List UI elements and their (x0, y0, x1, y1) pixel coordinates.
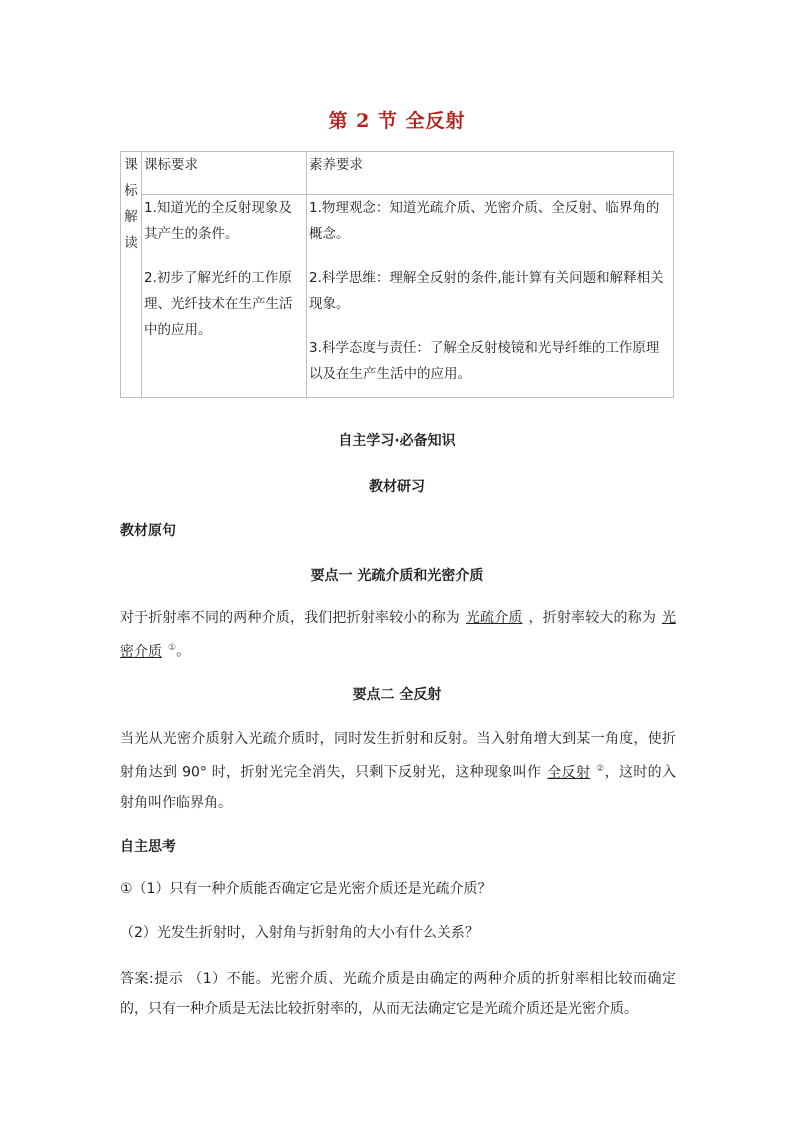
answer-text: 答案:提示 （1）不能。光密介质、光疏介质是由确定的两种介质的折射率相比较而确定的，只有一种介质是无法比较折射率的，从而无法确定它是光疏介质还是光密介质。 (120, 971, 677, 1017)
curriculum-item: 1.知道光的全反射现象及其产生的条件。 (144, 200, 292, 242)
answer-label: 答案: (120, 971, 154, 987)
term-underlined: 全反射 (547, 764, 591, 781)
question-2: （2）光发生折射时，入射角与折射角的大小有什么关系？ (120, 925, 479, 941)
curriculum-cell (142, 195, 307, 398)
curriculum-item: 2.初步了解光纤的工作原理、光纤技术在生产生活中的应用。 (144, 270, 293, 338)
side-char: 课 (124, 157, 138, 173)
question-1: ①（1）只有一种介质能否确定它是光密介质还是光疏介质？ (120, 881, 492, 897)
term-underlined: 光疏介质 (465, 610, 523, 626)
side-char: 读 (124, 235, 138, 251)
footnote-ref: ② (596, 764, 605, 774)
point1-heading: 要点一 光疏介质和光密介质 (310, 568, 484, 584)
term-underlined: 光密介质 (120, 610, 677, 660)
point2-heading: 要点二 全反射 (352, 687, 442, 703)
section-subheading: 教材研习 (369, 479, 425, 495)
footnote-ref: ① (168, 643, 177, 653)
point1-text: 对于折射率不同的两种介质，我们把折射率较小的称为 光疏介质 ，折射率较大的称为 光密介质 ①。 (120, 610, 677, 660)
subsection-title: 教材原句 (120, 523, 176, 539)
page-title: 第 2 节 全反射 (328, 110, 466, 132)
literacy-item: 1.物理观念：知道光疏介质、光密介质、全反射、临界角的概念。 (309, 200, 660, 242)
table-header-literacy: 素养要求 (307, 152, 674, 195)
literacy-cell (307, 195, 674, 398)
subsection-title: 自主思考 (120, 839, 176, 855)
literacy-item: 3.科学态度与责任：了解全反射棱镜和光导纤维的工作原理以及在生产生活中的应用。 (309, 340, 660, 382)
requirements-table (120, 151, 674, 398)
side-char: 解 (124, 209, 138, 225)
literacy-item: 2.科学思维：理解全反射的条件,能计算有关问题和解释相关现象。 (309, 270, 664, 312)
table-header-curriculum: 课标要求 (142, 152, 307, 195)
point2-text: 当光从光密介质射入光疏介质时，同时发生折射和反射。当入射角增大到某一角度，使折射角达到 90° 时，折射光完全消失，只剩下反射光，这种现象叫作 全反射 ②，这时的入射角叫作临界角。 (120, 731, 677, 811)
section-heading: 自主学习·必备知识 (338, 433, 456, 449)
side-char: 标 (124, 183, 138, 199)
table-side-label (121, 152, 142, 398)
